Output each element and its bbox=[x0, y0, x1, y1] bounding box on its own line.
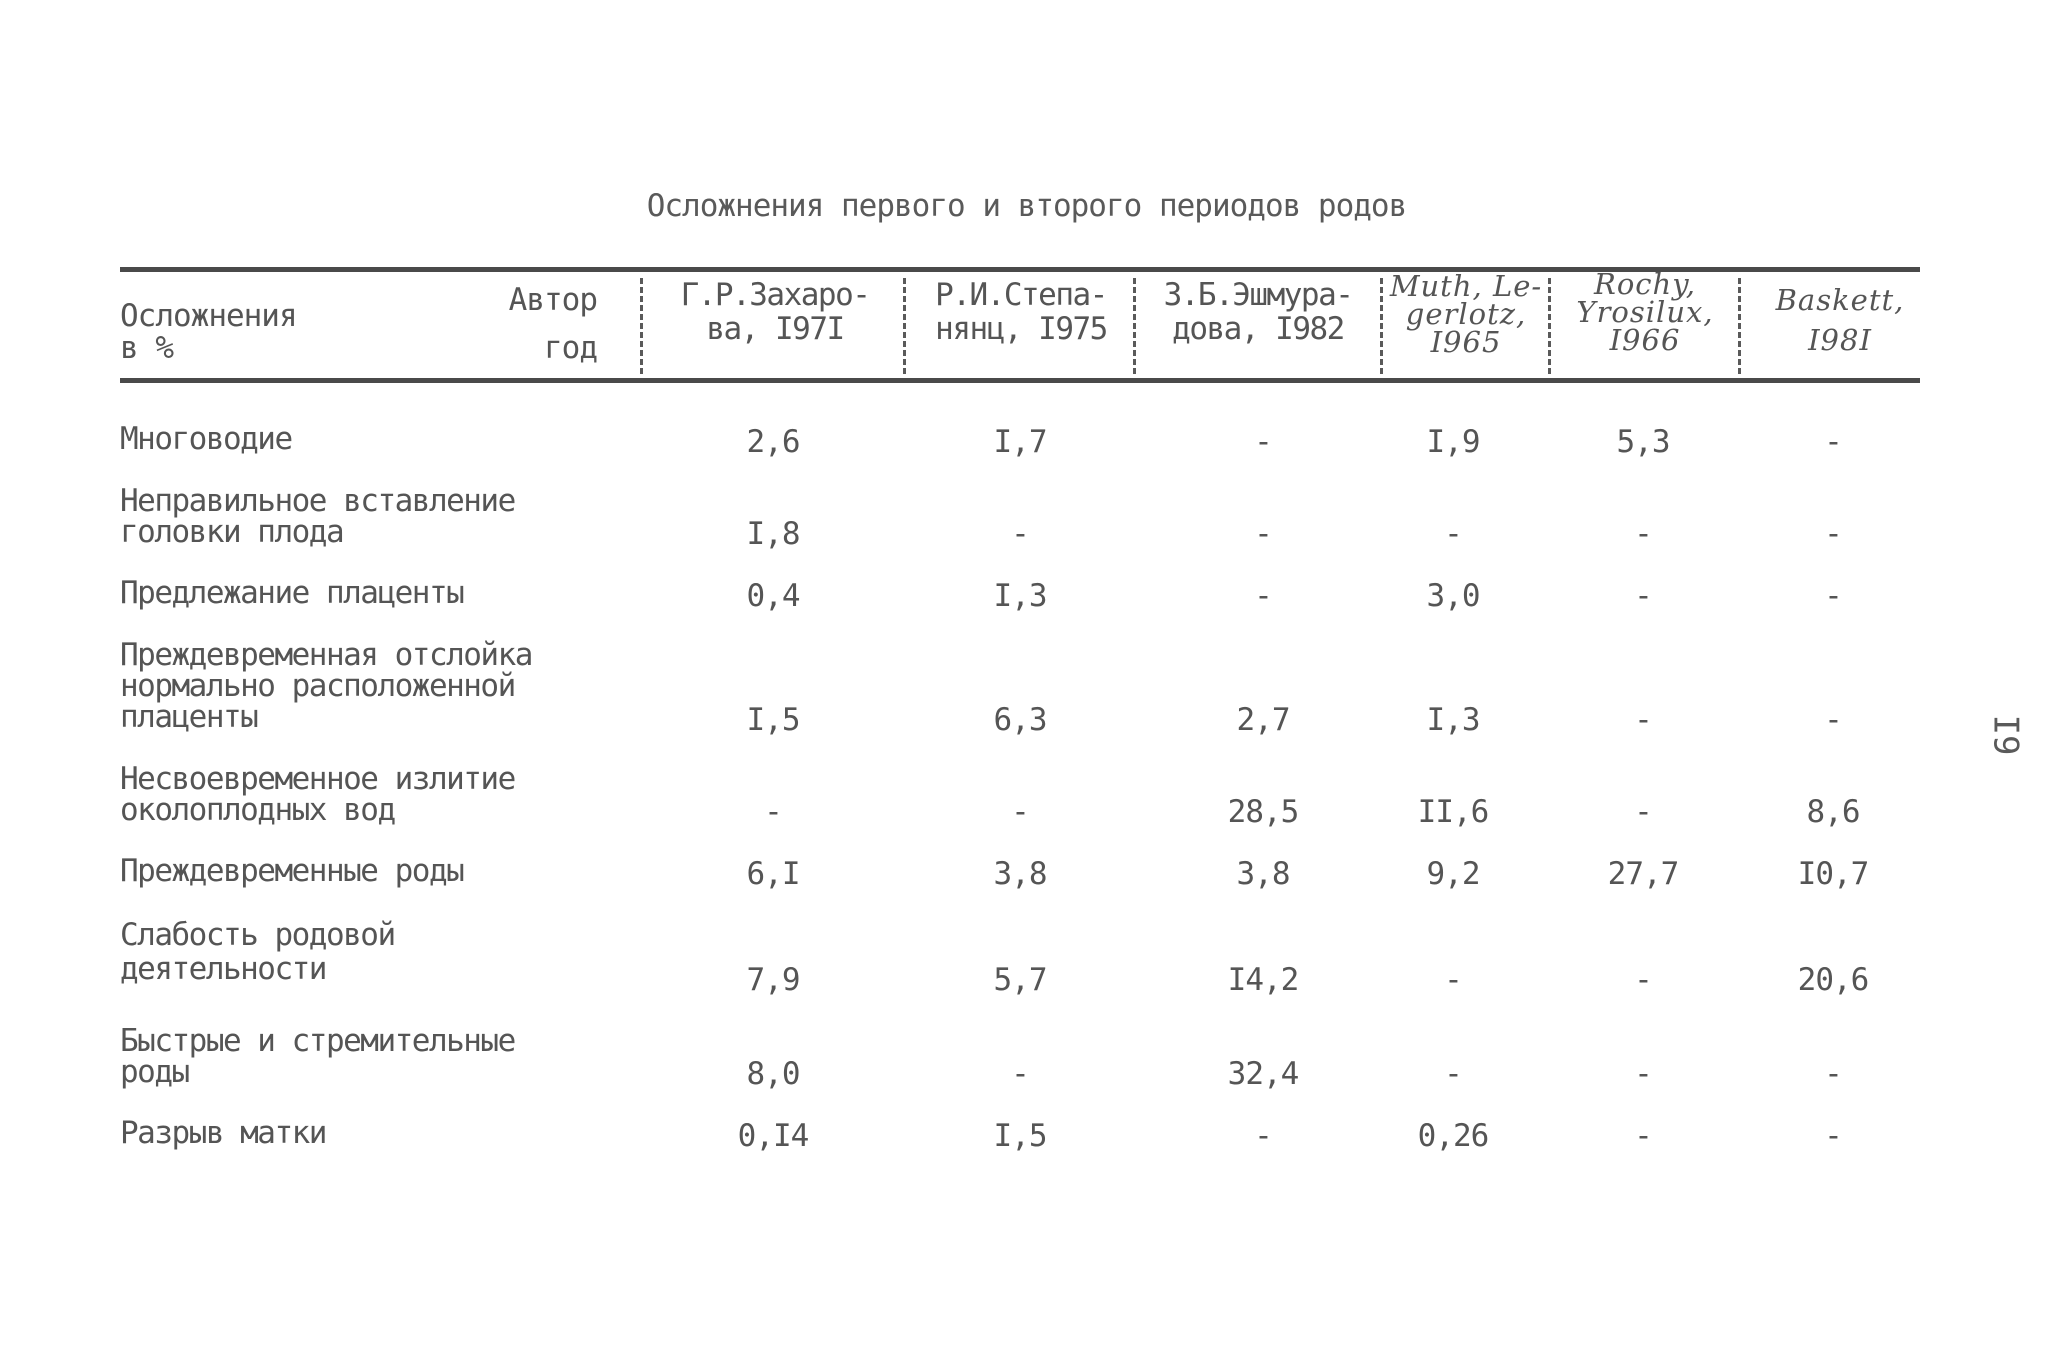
table-cell: - bbox=[1011, 794, 1029, 830]
column-header-stepanyants: Р.И.Степа- нянц, I975 bbox=[935, 277, 1107, 347]
table-cell: 6,I bbox=[746, 856, 800, 892]
table-cell: - bbox=[1011, 1056, 1029, 1092]
table-cell: - bbox=[1444, 1056, 1462, 1092]
column-header-zakharova: Г.Р.Захаро- ва, I97I bbox=[680, 277, 870, 347]
column-header-eshmuradova: З.Б.Эшмура- дова, I982 bbox=[1163, 277, 1353, 347]
table-cell: 2,6 bbox=[746, 424, 800, 460]
row-label: Быстрые и стремительные роды bbox=[120, 1023, 515, 1090]
row-label: Слабость родовой деятельности bbox=[120, 917, 395, 987]
table-cell: 3,8 bbox=[1236, 856, 1290, 892]
table-cell: I,9 bbox=[1426, 424, 1480, 460]
table-cell: I0,7 bbox=[1797, 856, 1869, 892]
year-header: год bbox=[544, 330, 597, 366]
table-cell: - bbox=[1634, 516, 1652, 552]
row-label: Многоводие bbox=[120, 421, 292, 457]
column-separator bbox=[640, 278, 655, 374]
table-cell: - bbox=[1254, 1118, 1272, 1154]
table-cell: - bbox=[1254, 578, 1272, 614]
table-cell: - bbox=[1634, 962, 1652, 998]
column-header-rochy: Rochy, Yrosilux, I966 bbox=[1576, 267, 1714, 357]
table-cell: I,3 bbox=[993, 578, 1047, 614]
table-cell: - bbox=[1254, 424, 1272, 460]
table-cell: 2,7 bbox=[1236, 702, 1290, 738]
header-bottom-rule bbox=[120, 378, 1920, 383]
table-cell: - bbox=[1634, 1056, 1652, 1092]
table-cell: - bbox=[1444, 516, 1462, 552]
table-cell: - bbox=[1444, 962, 1462, 998]
table-cell: 3,0 bbox=[1426, 578, 1480, 614]
table-cell: 5,3 bbox=[1616, 424, 1670, 460]
table-cell: I4,2 bbox=[1227, 962, 1299, 998]
table-cell: I,3 bbox=[1426, 702, 1480, 738]
table-cell: 6,3 bbox=[993, 702, 1047, 738]
table-cell: 8,0 bbox=[746, 1056, 800, 1092]
table-cell: - bbox=[1824, 424, 1842, 460]
table-cell: 3,8 bbox=[993, 856, 1047, 892]
table-cell: 27,7 bbox=[1607, 856, 1679, 892]
table-cell: 0,4 bbox=[746, 578, 800, 614]
table-cell: - bbox=[1011, 516, 1029, 552]
page-number: I9 bbox=[1985, 714, 2026, 756]
table-cell: - bbox=[1824, 516, 1842, 552]
table-cell: 9,2 bbox=[1426, 856, 1480, 892]
row-label: Предлежание плаценты bbox=[120, 575, 464, 611]
table-cell: I,5 bbox=[746, 702, 800, 738]
table-cell: - bbox=[1634, 1118, 1652, 1154]
table-title: Осложнения первого и второго периодов родов bbox=[646, 188, 1407, 224]
table-cell: 0,I4 bbox=[737, 1118, 809, 1154]
table-cell: 32,4 bbox=[1227, 1056, 1299, 1092]
table-cell: I,5 bbox=[993, 1118, 1047, 1154]
table-cell: - bbox=[1254, 516, 1272, 552]
table-cell: - bbox=[1824, 702, 1842, 738]
table-cell: - bbox=[764, 794, 782, 830]
table-cell: 5,7 bbox=[993, 962, 1047, 998]
table-cell: II,6 bbox=[1417, 794, 1489, 830]
table-cell: 7,9 bbox=[746, 962, 800, 998]
row-label: Преждевременные роды bbox=[120, 853, 464, 889]
author-header: Автор bbox=[508, 282, 597, 318]
table-cell: 28,5 bbox=[1227, 794, 1299, 830]
table-cell: - bbox=[1824, 1118, 1842, 1154]
row-label: Неправильное вставление головки плода bbox=[120, 483, 515, 550]
row-label: Несвоевременное излитие околоплодных вод bbox=[120, 761, 515, 828]
row-label: Разрыв матки bbox=[120, 1115, 326, 1151]
table-cell: - bbox=[1824, 1056, 1842, 1092]
table-cell: - bbox=[1634, 578, 1652, 614]
table-cell: I,8 bbox=[746, 516, 800, 552]
table-cell: - bbox=[1634, 794, 1652, 830]
column-header-muth: Muth, Le- gerlotz, I965 bbox=[1389, 269, 1543, 359]
table-cell: - bbox=[1824, 578, 1842, 614]
table-cell: 20,6 bbox=[1797, 962, 1869, 998]
table-cell: 8,6 bbox=[1806, 794, 1860, 830]
table-cell: - bbox=[1634, 702, 1652, 738]
row-label: Преждевременная отслойка нормально расположенной плаценты bbox=[120, 637, 532, 735]
column-header-baskett: Baskett, I98I bbox=[1775, 283, 1905, 357]
complications-header: Осложнения в % bbox=[120, 298, 297, 366]
table-cell: I,7 bbox=[993, 424, 1047, 460]
table-cell: 0,26 bbox=[1417, 1118, 1489, 1154]
